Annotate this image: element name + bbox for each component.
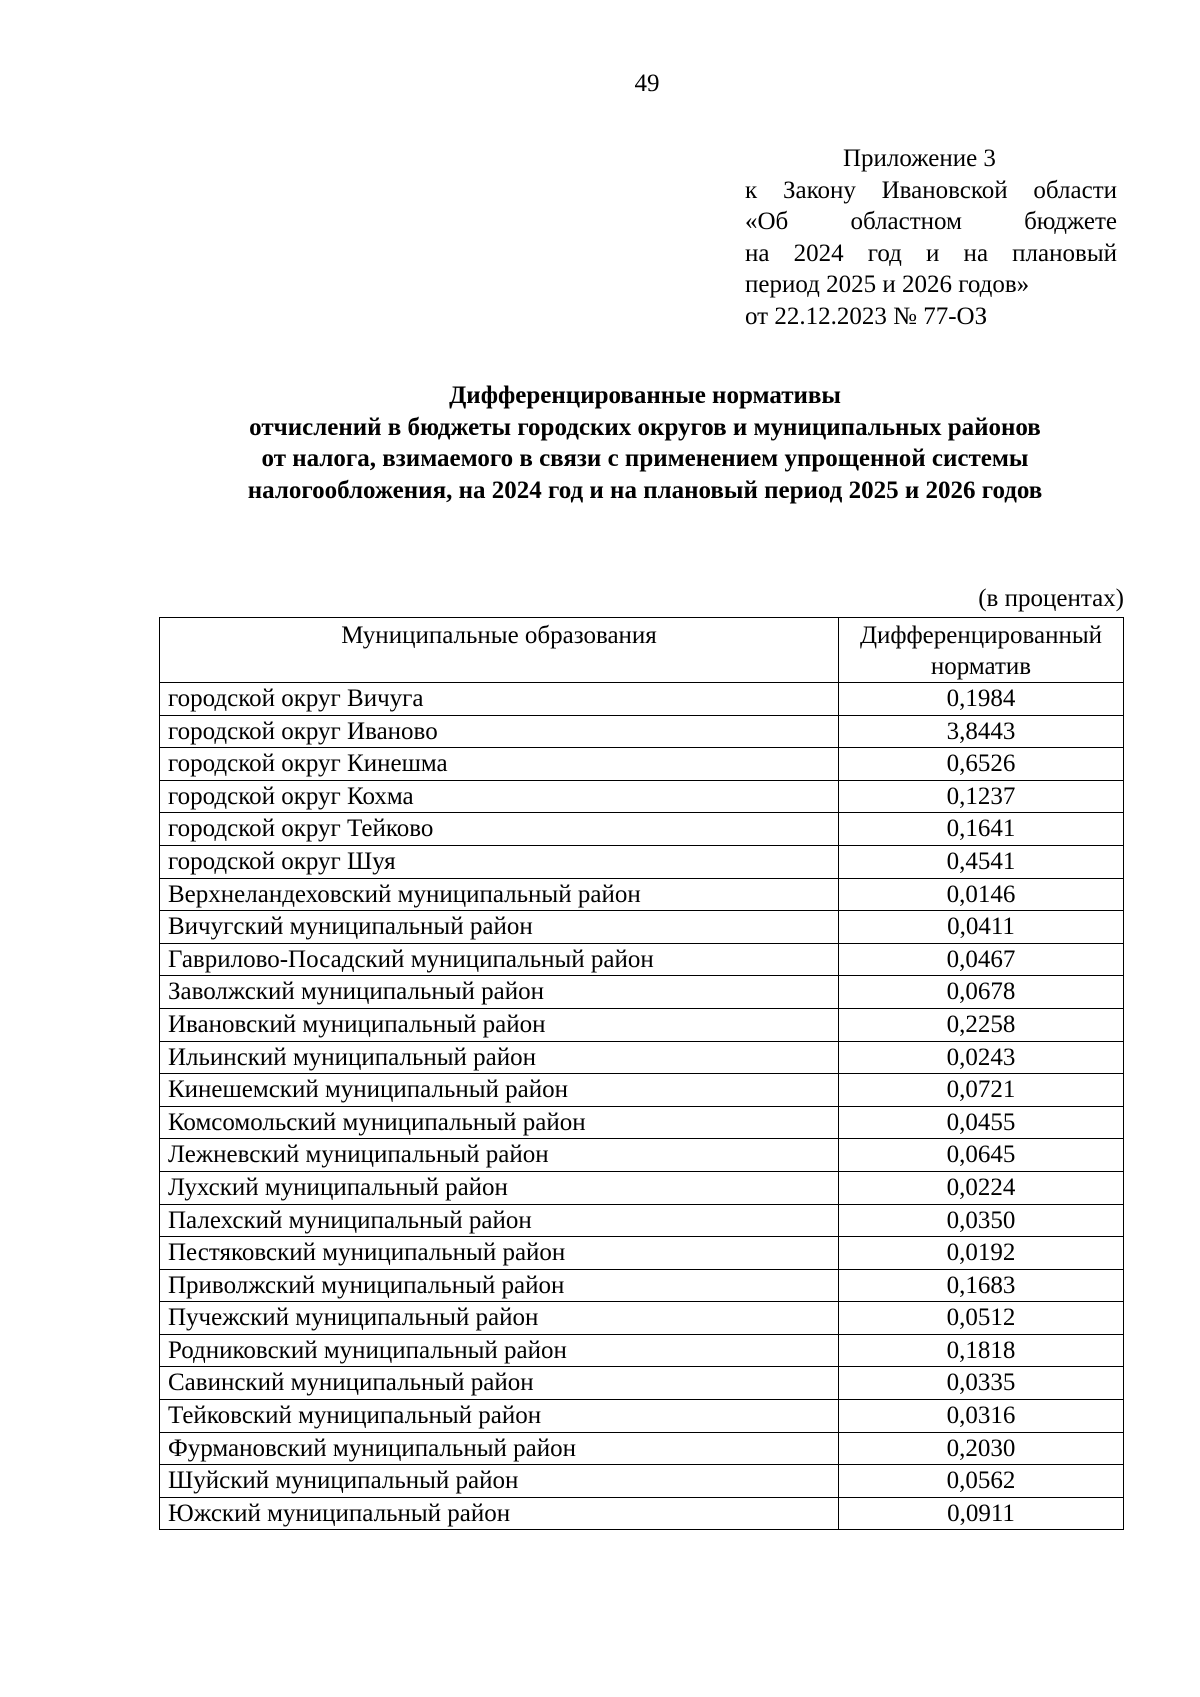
column-header-municipality: Муниципальные образования xyxy=(160,618,839,683)
table-header-row xyxy=(160,618,1124,683)
norm-value: 0,0562 xyxy=(839,1465,1124,1498)
municipality-name: Савинский муниципальный район xyxy=(160,1367,839,1400)
norm-value: 0,0411 xyxy=(839,911,1124,944)
table-row xyxy=(160,1106,1124,1139)
municipality-name: Ивановский муниципальный район xyxy=(160,1008,839,1041)
norm-value: 0,0467 xyxy=(839,943,1124,976)
municipality-name: Фурмановский муниципальный район xyxy=(160,1432,839,1465)
norm-value: 0,4541 xyxy=(839,845,1124,878)
norm-value: 0,0192 xyxy=(839,1237,1124,1270)
page-number: 49 xyxy=(634,70,660,97)
units-note: (в процентах) xyxy=(978,585,1124,612)
table-row xyxy=(160,845,1124,878)
norm-value: 0,0146 xyxy=(839,878,1124,911)
municipality-name: Ильинский муниципальный район xyxy=(160,1041,839,1074)
table-row xyxy=(160,943,1124,976)
table-row xyxy=(160,813,1124,846)
table-row xyxy=(160,1204,1124,1237)
municipality-name: Пучежский муниципальный район xyxy=(160,1302,839,1335)
table-row xyxy=(160,1237,1124,1270)
norm-value: 0,2258 xyxy=(839,1008,1124,1041)
appendix-law-period-line: период 2025 и 2026 годов» xyxy=(745,271,1030,298)
norm-value: 0,0512 xyxy=(839,1302,1124,1335)
table-row xyxy=(160,1302,1124,1335)
title-line: налогообложения, на 2024 год и на плановый период 2025 и 2026 годов xyxy=(247,476,1043,504)
municipality-name: городской округ Шуя xyxy=(160,845,839,878)
norm-value: 0,0645 xyxy=(839,1139,1124,1172)
table-row xyxy=(160,911,1124,944)
table-row xyxy=(160,1400,1124,1433)
table-row xyxy=(160,1008,1124,1041)
title-line: от налога, взимаемого в связи с применением упрощенной системы xyxy=(261,445,1029,472)
municipality-name: Кинешемский муниципальный район xyxy=(160,1074,839,1107)
municipality-name: Приволжский муниципальный район xyxy=(160,1269,839,1302)
norm-value: 3,8443 xyxy=(839,715,1124,748)
norm-value: 0,6526 xyxy=(839,748,1124,781)
document-title xyxy=(160,380,1130,506)
municipality-name: Родниковский муниципальный район xyxy=(160,1334,839,1367)
column-header-norm: Дифференцированный норматив xyxy=(839,618,1124,683)
norms-table xyxy=(159,617,1124,1530)
norm-value: 0,0455 xyxy=(839,1106,1124,1139)
table-row xyxy=(160,878,1124,911)
table-row xyxy=(160,1334,1124,1367)
municipality-name: Лухский муниципальный район xyxy=(160,1171,839,1204)
municipality-name: городской округ Тейково xyxy=(160,813,839,846)
norm-value: 0,0911 xyxy=(839,1497,1124,1530)
norm-value: 0,2030 xyxy=(839,1432,1124,1465)
appendix-law-year-line: на 2024 год и на плановый xyxy=(745,239,1117,267)
table-row xyxy=(160,1139,1124,1172)
appendix-law-date-line: от 22.12.2023 № 77-ОЗ xyxy=(745,302,988,330)
table-row xyxy=(160,1432,1124,1465)
municipality-name: Гаврилово-Посадский муниципальный район xyxy=(160,943,839,976)
municipality-name: Вичугский муниципальный район xyxy=(160,911,839,944)
norm-value: 0,1641 xyxy=(839,813,1124,846)
norm-value: 0,1683 xyxy=(839,1269,1124,1302)
norm-value: 0,0350 xyxy=(839,1204,1124,1237)
table-row xyxy=(160,780,1124,813)
appendix-header xyxy=(745,143,1117,332)
municipality-name: городской округ Вичуга xyxy=(160,683,839,716)
municipality-name: городской округ Иваново xyxy=(160,715,839,748)
table-row xyxy=(160,748,1124,781)
norm-value: 0,1818 xyxy=(839,1334,1124,1367)
table-row xyxy=(160,1074,1124,1107)
norm-value: 0,0335 xyxy=(839,1367,1124,1400)
municipality-name: Лежневский муниципальный район xyxy=(160,1139,839,1172)
table-row xyxy=(160,715,1124,748)
norm-value: 0,0243 xyxy=(839,1041,1124,1074)
municipality-name: Верхнеландеховский муниципальный район xyxy=(160,878,839,911)
norm-value: 0,1984 xyxy=(839,683,1124,716)
municipality-name: Шуйский муниципальный район xyxy=(160,1465,839,1498)
norm-value: 0,0316 xyxy=(839,1400,1124,1433)
norm-value: 0,0721 xyxy=(839,1074,1124,1107)
title-line: Дифференцированные нормативы xyxy=(449,382,841,409)
table-row xyxy=(160,1497,1124,1530)
title-line: отчислений в бюджеты городских округов и муниципальных районов xyxy=(249,413,1041,441)
norm-value: 0,1237 xyxy=(839,780,1124,813)
table-row xyxy=(160,1171,1124,1204)
table-row xyxy=(160,1367,1124,1400)
norm-value: 0,0224 xyxy=(839,1171,1124,1204)
municipality-name: Пестяковский муниципальный район xyxy=(160,1237,839,1270)
municipality-name: Комсомольский муниципальный район xyxy=(160,1106,839,1139)
appendix-title: Приложение 3 xyxy=(843,145,996,172)
municipality-name: городской округ Кохма xyxy=(160,780,839,813)
table-row xyxy=(160,683,1124,716)
appendix-law-line: к Закону Ивановской области xyxy=(745,176,1117,204)
municipality-name: Южский муниципальный район xyxy=(160,1497,839,1530)
municipality-name: городской округ Кинешма xyxy=(160,748,839,781)
table-row xyxy=(160,976,1124,1009)
municipality-name: Палехский муниципальный район xyxy=(160,1204,839,1237)
table-row xyxy=(160,1465,1124,1498)
table-body xyxy=(160,683,1124,1530)
table-row xyxy=(160,1041,1124,1074)
municipality-name: Заволжский муниципальный район xyxy=(160,976,839,1009)
table-row xyxy=(160,1269,1124,1302)
appendix-law-name-line: «Об областном бюджете xyxy=(745,208,1117,235)
norm-value: 0,0678 xyxy=(839,976,1124,1009)
municipality-name: Тейковский муниципальный район xyxy=(160,1400,839,1433)
